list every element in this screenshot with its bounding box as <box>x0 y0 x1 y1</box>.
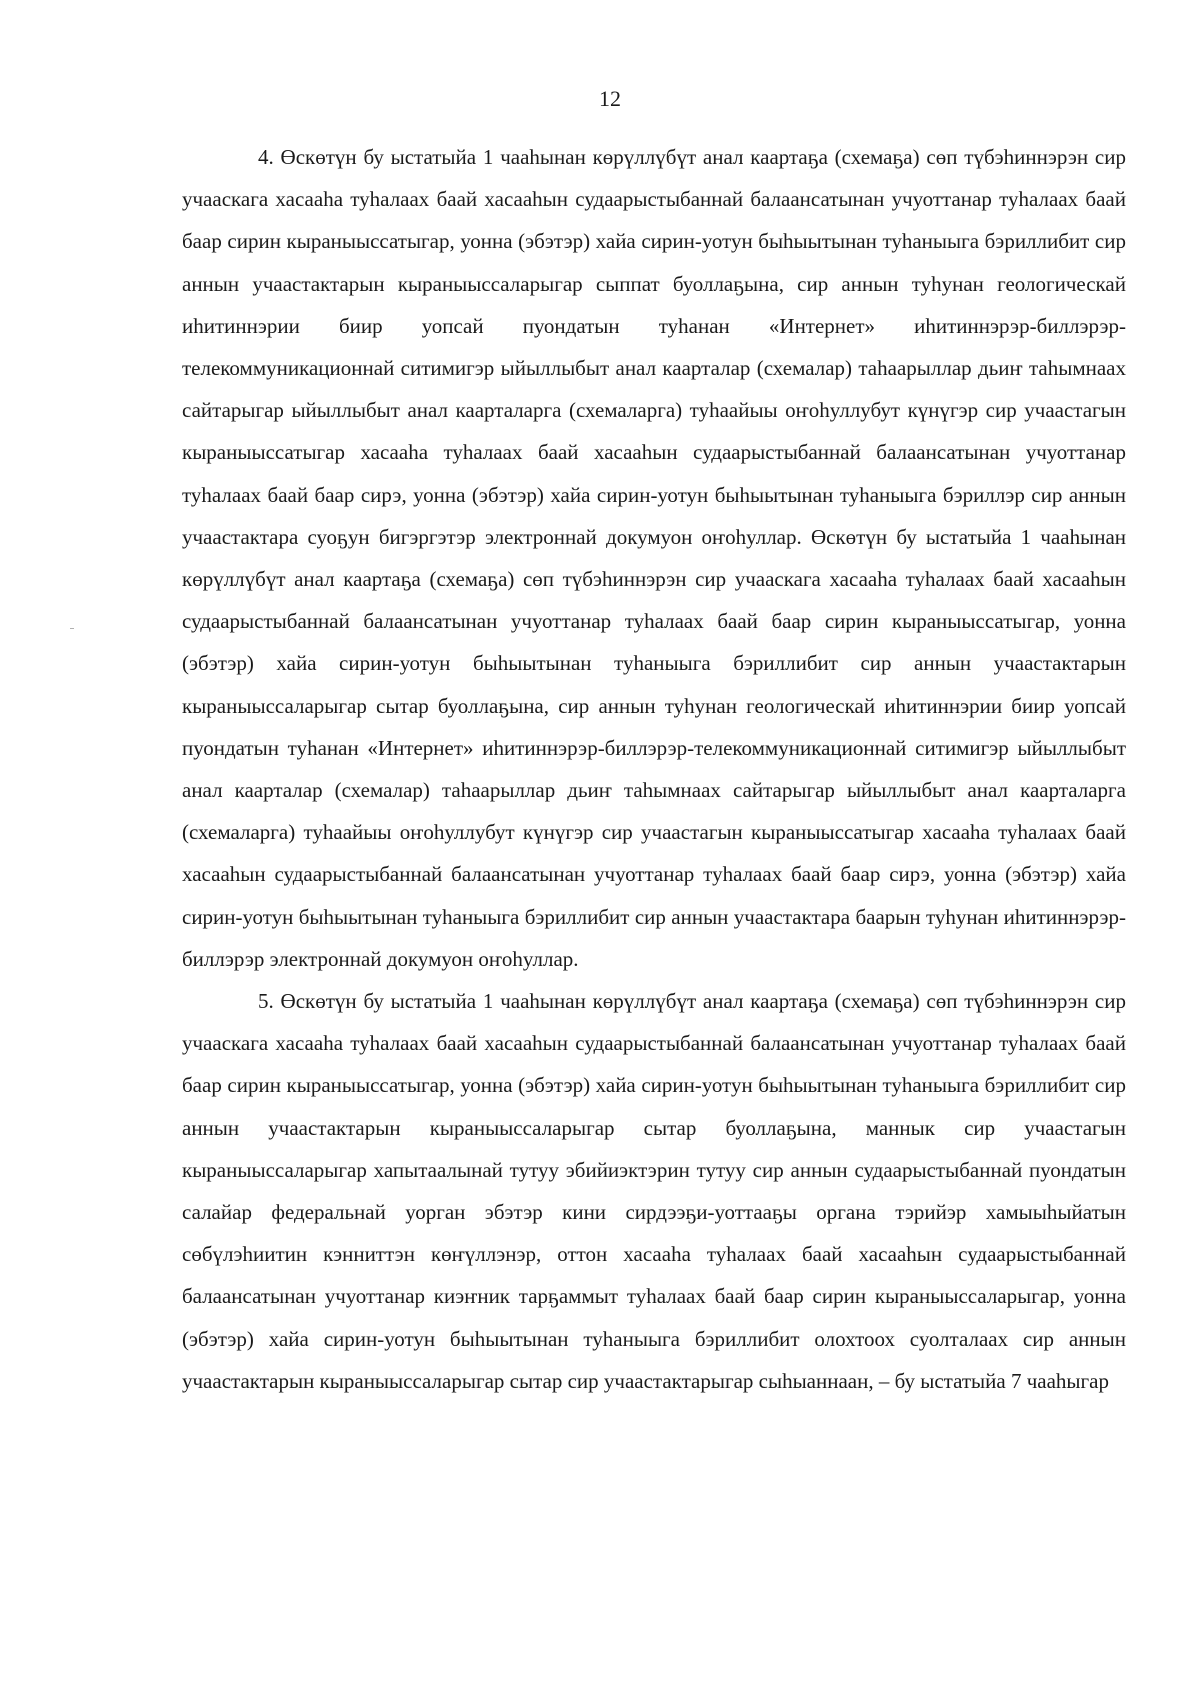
scan-mark <box>70 628 74 629</box>
paragraph-5: 5. Өскөтүн бу ыстатыйа 1 чааһынан көрүллүбүт анал каартаҕа (схемаҕа) сөп түбэһиннэрэн сир учааскага хасааһа туһалаах баай хасааһын судаарыстыбаннай балаансатынан учуоттанар туһалаах баай баар сирин кыраныыссатыгар, уонна (эбэтэр) хайа сирин-уотун быһыытынан туһаныыга бэриллибит сир аннын учаастактарын кыраныыссаларыгар сытар буоллаҕына, маннык сир учаастагын кыраныыссаларыгар хапытаалынай тутуу эбийиэктэрин тутуу сир аннын судаарыстыбаннай пуондатын салайар федеральнай уорган эбэтэр кини сирдээҕи-уоттааҕы органа тэрийэр хамыыһыйатын сөбүлэһиитин кэнниттэн көҥүллэнэр, оттон хасааһа туһалаах баай хасааһын судаарыстыбаннай балаансатынан учуоттанар киэҥник тарҕаммыт туһалаах баай баар сирин кыраныыссаларыгар, уонна (эбэтэр) хайа сирин-уотун быһыытынан туһаныыга бэриллибит олохтоох суолталаах сир аннын учаастактарын кыраныыссаларыгар сытар сир учаастактарыгар сыһыаннаан, – бу ыстатыйа 7 чааһыгар <box>182 989 1126 1393</box>
paragraph-4: 4. Өскөтүн бу ыстатыйа 1 чааһынан көрүллүбүт анал каартаҕа (схемаҕа) сөп түбэһиннэрэн сир учааскага хасааһа туһалаах баай хасааһын судаарыстыбаннай балаансатынан учуоттанар туһалаах баай баар сирин кыраныыссатыгар, уонна (эбэтэр) хайа сирин-уотун быһыытынан туһаныыга бэриллибит сир аннын учаастактарын кыраныыссаларыгар сыппат буоллаҕына, сир аннын туһунан геологическай иһитиннэрии биир уопсай пуондатын туһанан «Интернет» иһитиннэрэр-биллэрэр-телекоммуникационнай ситимигэр ыйыллыбыт анал каарталар (схемалар) таһаарыллар дьиҥ таһымнаах сайтарыгар ыйыллыбыт анал каарталарга (схемаларга) туһаайыы оҥоһуллубут күнүгэр сир учаастагын кыраныыссатыгар хасааһа туһалаах баай хасааһын судаарыстыбаннай балаансатынан учуоттанар туһалаах баай баар сирэ, уонна (эбэтэр) хайа сирин-уотун быһыытынан туһаныыга бэриллэр сир аннын учаастактара суоҕун бигэргэтэр электроннай докумуон оҥоһуллар. Өскөтүн бу ыстатыйа 1 чааһынан көрүллүбүт анал каартаҕа (схемаҕа) сөп түбэһиннэрэн сир учааскага хасааһа туһалаах баай хасааһын судаарыстыбаннай балаансатынан учуоттанар туһалаах баай баар сирин кыраныыссатыгар, уонна (эбэтэр) хайа сирин-уотун быһыытынан туһаныыга бэриллибит сир аннын учаастактарын кыраныыссаларыгар сытар буоллаҕына, сир аннын туһунан геологическай иһитиннэрии биир уопсай пуондатын туһанан «Интернет» иһитиннэрэр-биллэрэр-телекоммуникационнай ситимигэр ыйыллыбыт анал каарталар (схемалар) таһаарыллар дьиҥ таһымнаах сайтарыгар ыйыллыбыт анал каарталарга (схемаларга) туһаайыы оҥоһуллубут күнүгэр сир учаастагын кыраныыссатыгар хасааһа туһалаах баай хасааһын судаарыстыбаннай балаансатынан учуоттанар туһалаах баай баар сирэ, уонна (эбэтэр) хайа сирин-уотун быһыытынан туһаныыга бэриллибит сир аннын учаастактара баарын туһунан иһитиннэрэр-биллэрэр электроннай докумуон оҥоһуллар. <box>182 145 1126 971</box>
page-number: 12 <box>599 86 621 111</box>
body-text <box>182 136 1126 1402</box>
